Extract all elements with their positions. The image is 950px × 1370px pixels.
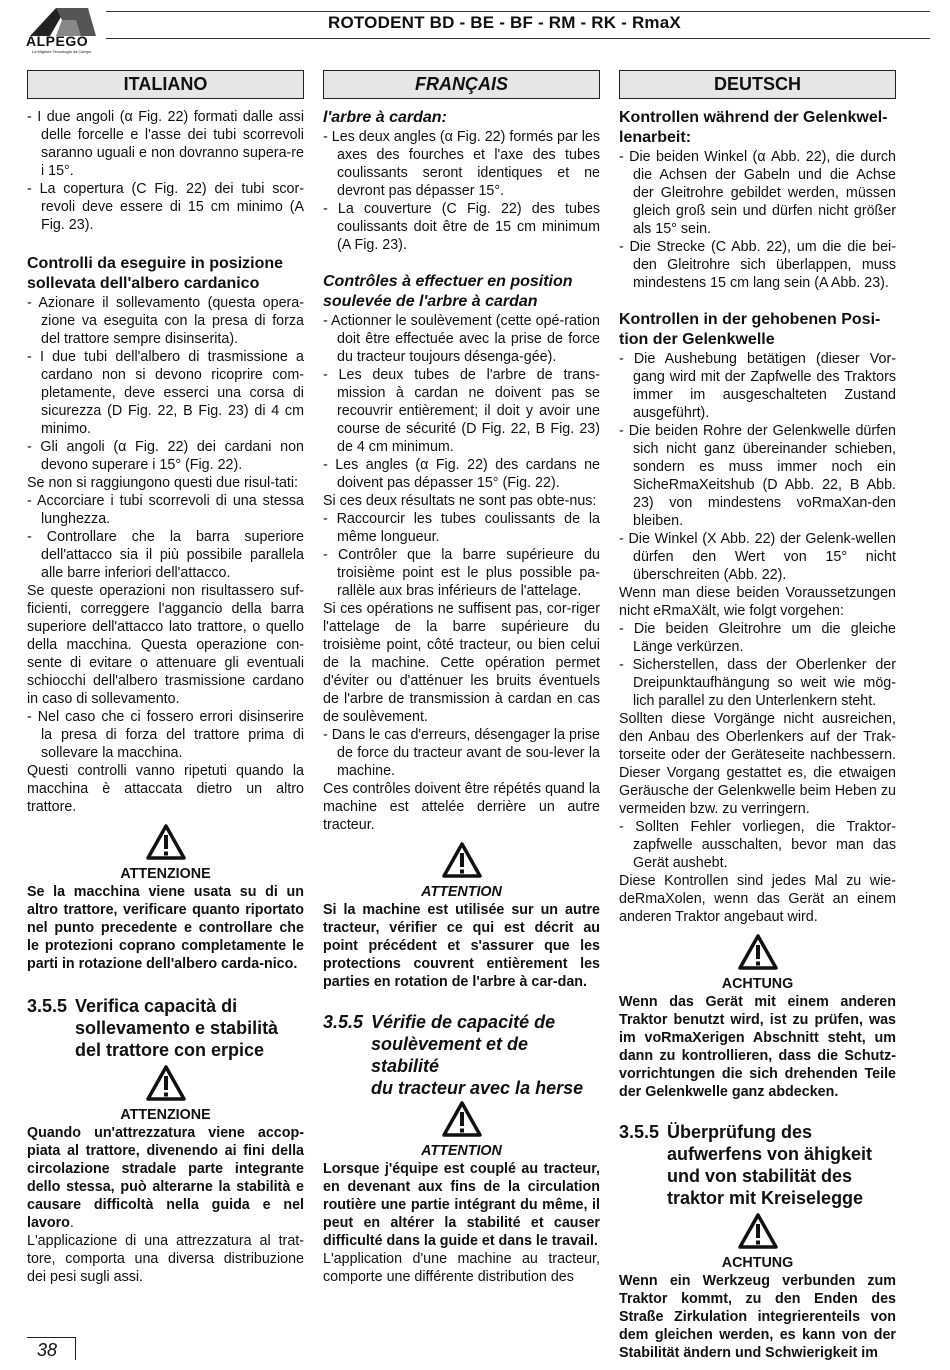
list-item: - La couverture (C Fig. 22) des tubes coulissants doit être de 15 cm minimum (A Fig. 23). — [323, 201, 600, 253]
page-number: 38 — [27, 1337, 76, 1360]
warning-label: ACHTUNG — [721, 976, 794, 992]
paragraph: Ces contrôles doivent être répétés quand la machine est attelée derrière un autre tracteur. — [323, 781, 600, 833]
list-item: - Die Winkel (X Abb. 22) der Gelenk-wellen dürfen den Wert von 15° nicht überschreiten (Abb. 22). — [619, 531, 896, 583]
column-francais — [323, 70, 600, 1286]
section-title-line: und von stabilität des — [667, 1166, 853, 1186]
warning-text: Wenn das Gerät mit einem anderen Traktor benutzt wird, ist zu prüfen, was im voRmaXerigen Abschnitt steht, um dann zu kontrollieren, dass die Schutz-vorrichtungen die sich drehenden Teile der Gelenkwelle ganz abdecken. — [619, 994, 896, 1100]
list-item: - Die beiden Gleitrohre um die gleiche Länge verkürzen. — [619, 621, 896, 655]
list-item: - Die Strecke (C Abb. 22), um die die bei-den Gleitrohre sich überlappen, muss mindestens 15 cm lang sein (A Abb. 23). — [619, 239, 896, 291]
warning-icon — [27, 824, 304, 865]
list-item: - Les angles (α Fig. 22) des cardans ne doivent pas dépasser 15° (Fig. 22). — [323, 457, 600, 491]
list-item: - Les deux tubes de l'arbre de trans-mission à cardan ne doivent pas se recouvrir entièrement; il doit y avoir une course de sécurité (D Fig. 22, B Fig. 23) de 4 cm minimum. — [323, 367, 600, 455]
logo-subtitle: La Migliore Tecnologia da Campo — [32, 49, 92, 54]
warning-text: Si la machine est utilisée sur un autre tracteur, vérifier ce qui est décrit au point précédent et s'assurer que les protections couvrent entièrement les parties en rotation de l'arbre à car-dan. — [323, 902, 600, 990]
paragraph: Se non si raggiungono questi due risul-tati: — [27, 475, 299, 491]
paragraph: Diese Kontrollen sind jedes Mal zu wie-deRmaXolen, wenn das Gerät an einem anderen Traktor angebaut wird. — [619, 873, 896, 925]
section-title-line: del trattore con erpice — [75, 1040, 265, 1060]
section-title-line: aufwerfens von ähigkeit — [667, 1144, 873, 1164]
list-item: - Sicherstellen, dass der Oberlenker der Dreipunktaufhängung so weit wie mög-lich parallel zu den Unterlenkern steht. — [619, 657, 896, 709]
warning-icon — [323, 842, 600, 883]
warning-text — [27, 1124, 304, 1232]
column-deutsch — [619, 70, 896, 1362]
list-item: - Les deux angles (α Fig. 22) formés par les axes des fourches et l'axe des tubes coulissants seront identiques et ne devront pas dépasser 15°. — [323, 129, 600, 199]
subheading: Controlli da eseguire in posizione sollevata dell'albero cardanico — [27, 255, 284, 292]
warning-label: ATTENTION — [421, 1143, 502, 1159]
column-header: DEUTSCH — [619, 70, 896, 99]
subheading: Contrôles à effectuer en position soulevée de l'arbre à cardan — [323, 273, 573, 310]
warning-icon — [619, 934, 896, 975]
paragraph: Sollten diese Vorgänge nicht ausreichen, den Anbau des Oberlenkers auf der Trak-torseite oder der Geräteseite nachbessern. Dieser Vorgang gestattet es, die etwaigen Geräusche der Gelenkwelle beim Heben zu vermeiden bzw. zu verringern. — [619, 711, 896, 817]
column-italiano — [27, 70, 304, 1286]
section-title-line: Überprüfung des — [667, 1122, 813, 1142]
warning-label: ATTENZIONE — [120, 1107, 211, 1123]
warning-text: Lorsque j'équipe est couplé au tracteur, en devenant aux fins de la circulation routière une partie intégrant du même, il peut en altérer la stabilité et causer difficulté dans la guide et dans le travail. — [323, 1161, 600, 1249]
list-item: - Raccourcir les tubes coulissants de la même longueur. — [323, 511, 600, 545]
subheading: Kontrollen während der Gelenkwel-lenarbeit: — [619, 109, 888, 146]
warning-icon — [619, 1213, 896, 1254]
document-title: ROTODENT BD - BE - BF - RM - RK - RmaX — [328, 13, 681, 32]
list-item: - Die beiden Rohre der Gelenkwelle dürfen sich nicht ganz übereinander schieben, sondern es muss immer noch ein SicheRmaXeitshub (D Abb. 22, B Abb. 23) von mindestens voRmaXan-den bleiben. — [619, 423, 896, 529]
warning-label: ACHTUNG — [721, 1255, 794, 1271]
section-heading — [323, 1011, 600, 1099]
section-title-line: Verifica capacità di — [75, 996, 238, 1016]
list-item: - Nel caso che ci fossero errori disinserire la presa di forza del trattore prima di sollevare la macchina. — [27, 709, 304, 761]
section-title-line: du tracteur avec la herse — [371, 1078, 584, 1098]
section-title-line: traktor mit Kreiselegge — [667, 1188, 864, 1208]
list-item: - Gli angoli (α Fig. 22) dei cardani non devono superare i 15° (Fig. 22). — [27, 439, 304, 473]
list-item: - Die Aushebung betätigen (dieser Vor-gang wird mit der Zapfwelle des Traktors immer im ausgeschalteten Zustand ausgeführt). — [619, 351, 896, 421]
warning-label: ATTENTION — [421, 884, 502, 900]
warning-text: Se la macchina viene usata su di un altro trattore, verificare quanto riportato nel punto precedente e controllare che le protezioni coprano completamente le parti in rotazione dell'albero carda-nico. — [27, 884, 304, 972]
warning-icon — [323, 1101, 600, 1142]
column-header: ITALIANO — [27, 70, 304, 99]
logo-text: ALPEGO — [26, 33, 89, 49]
list-item: - Dans le cas d'erreurs, désengager la prise de force du tracteur avant de sou-lever la machine. — [323, 727, 600, 779]
paragraph: Wenn man diese beiden Voraussetzungen nicht eRmaXält, wie folgt vorgehen: — [619, 585, 896, 619]
header-rule-top — [106, 11, 930, 12]
warning-icon — [27, 1065, 304, 1106]
section-title-line: soulèvement et de stabilité — [371, 1034, 529, 1076]
paragraph: Se queste operazioni non risultassero suf-ficienti, correggere l'aggancio della barra superiore dell'attacco lato trattore, o quello della macchina. Questa operazione con-sente di evitare o attenuare gli eventuali schiocchi dell'albero trasmissione cardano in caso di sollevamento. — [27, 583, 304, 707]
list-item: - I due angoli (α Fig. 22) formati dalle assi delle forcelle e l'asse dei tubi scorrevoli saranno uguali e non dovranno supera-re i 15°. — [27, 109, 304, 179]
list-item: - Sollten Fehler vorliegen, die Traktor-zapfwelle ausschalten, bevor man das Gerät aushebt. — [619, 819, 896, 871]
section-heading — [619, 1121, 896, 1209]
list-item: - Azionare il sollevamento (questa opera-zione va eseguita con la presa di forza del trattore sempre disinserita). — [27, 295, 304, 347]
warning-text-body: Quando un'attrezzatura viene accop-piata al trattore, divenendo ai fini della circolazione stradale parte integrante dello stessa, può alterarne la stabilità e causare difficoltà nella guida e nel lavoro — [27, 1125, 304, 1231]
paragraph: Questi controlli vanno ripetuti quando la macchina è attaccata dietro un altro trattore. — [27, 763, 304, 815]
list-item: - Controllare che la barra superiore dell'attacco sia il più possibile parallela alle barre inferiori dell'attacco. — [27, 529, 304, 581]
section-title-line: sollevamento e stabilità — [75, 1018, 279, 1038]
section-number: 3.5.5 — [27, 996, 68, 1016]
list-item: - Die beiden Winkel (α Abb. 22), die durch die Achsen der Gabeln und die Achse der Gleitrohre gebildet werden, müssen gleich groß sein und dürfen nicht größer als 15° sein. — [619, 149, 896, 237]
warning-label: ATTENZIONE — [120, 866, 211, 882]
section-title-line: Vérifie de capacité de — [371, 1012, 556, 1032]
subheading: Kontrollen in der gehobenen Posi-tion der Gelenkwelle — [619, 311, 881, 348]
paragraph: L'application d'une machine au tracteur, comporte une différente distribution des — [323, 1251, 600, 1285]
paragraph: L'applicazione di una attrezzatura al trat-tore, comporta una diversa distribuzione dei pesi sugli assi. — [27, 1233, 304, 1285]
section-number: 3.5.5 — [323, 1012, 364, 1032]
list-item: - Accorciare i tubi scorrevoli di una stessa lunghezza. — [27, 493, 304, 527]
column-header: FRANÇAIS — [323, 70, 600, 99]
list-item: - Contrôler que la barre supérieure du troisième point est le plus possible pa-rallèle aux bras inférieurs de l'attelage. — [323, 547, 600, 599]
warning-text-tail: . — [69, 1215, 74, 1231]
warning-text: Wenn ein Werkzeug verbunden zum Traktor kommt, zu den Enden des Straße Zirkulation integrierenteils von dem gleichen werden, es kann von der Stabilität ändern und Schwierigkeit im — [619, 1273, 896, 1361]
subheading: l'arbre à cardan: — [323, 109, 447, 126]
list-item: - La copertura (C Fig. 22) dei tubi scor-revoli deve essere di 15 cm minimo (A Fig. 23). — [27, 181, 304, 233]
paragraph: Si ces opérations ne suffisent pas, cor-riger l'attelage de la barre supérieure du troisième point, côté tracteur, ou bien celui de la machine. Cette opération permet d'éviter ou d'atténuer les bruits éventuels de l'arbre de transmission à cardan en cas de soulèvement. — [323, 601, 600, 725]
header-rule-bottom — [106, 38, 930, 39]
list-item: - Actionner le soulèvement (cette opé-ration doit être effectuée avec la prise de force du tracteur toujours désenga-gée). — [323, 313, 600, 365]
section-heading — [27, 995, 304, 1061]
paragraph: Si ces deux résultats ne sont pas obte-nus: — [323, 493, 597, 509]
section-number: 3.5.5 — [619, 1122, 660, 1142]
list-item: - I due tubi dell'albero di trasmissione a cardano non si devono ricoprire com-pletamente, deve esserci una corsa di sicurezza (D Fig. 22, B Fig. 23) di 4 cm minimo. — [27, 349, 304, 437]
